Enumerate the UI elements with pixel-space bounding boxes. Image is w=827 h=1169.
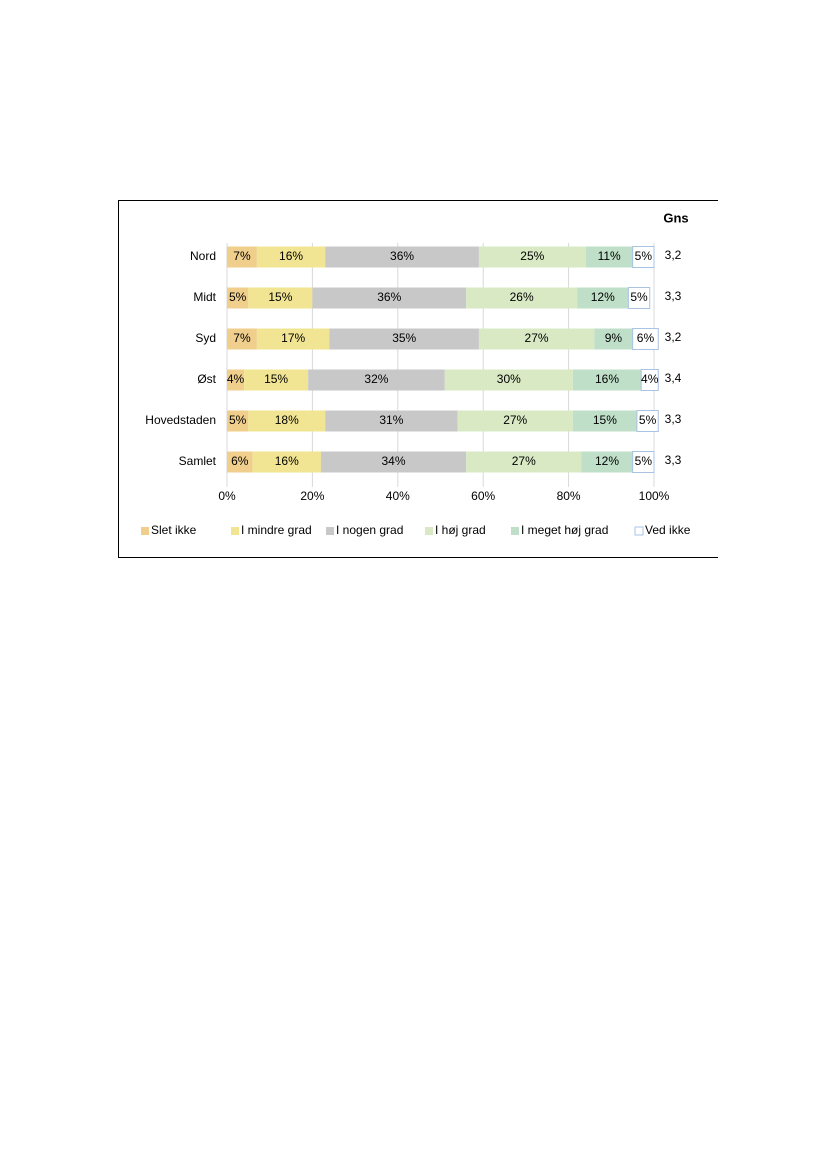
- average-value: 3,2: [664, 330, 682, 345]
- data-label: 16%: [279, 249, 304, 264]
- legend-label: I mindre grad: [241, 523, 312, 538]
- data-label: 36%: [390, 249, 415, 264]
- data-label: 4%: [226, 372, 245, 387]
- data-label: 6%: [636, 331, 655, 346]
- data-label: 7%: [233, 331, 251, 346]
- legend-label: I høj grad: [435, 523, 486, 538]
- average-value: 3,3: [664, 412, 682, 427]
- x-tick-label: 0%: [218, 489, 236, 504]
- category-label: Nord: [189, 249, 216, 264]
- data-label: 12%: [595, 454, 620, 469]
- data-label: 12%: [590, 290, 615, 305]
- data-label: 27%: [503, 413, 528, 428]
- data-label: 15%: [264, 372, 289, 387]
- legend-swatch: [635, 527, 643, 535]
- data-label: 35%: [392, 331, 417, 346]
- data-label: 25%: [520, 249, 545, 264]
- data-label: 18%: [274, 413, 299, 428]
- x-tick-label: 60%: [471, 489, 496, 504]
- legend-swatch: [326, 527, 334, 535]
- chart-frame: [118, 200, 718, 558]
- average-value: 3,3: [664, 453, 682, 468]
- average-value: 3,2: [664, 248, 682, 263]
- data-label: 5%: [638, 413, 657, 428]
- category-label: Hovedstaden: [145, 413, 216, 428]
- data-label: 16%: [274, 454, 299, 469]
- data-label: 17%: [281, 331, 306, 346]
- data-label: 15%: [592, 413, 617, 428]
- stacked-bar-chart: [119, 201, 719, 559]
- data-label: 26%: [509, 290, 534, 305]
- average-value: 3,3: [664, 289, 682, 304]
- data-label: 27%: [511, 454, 536, 469]
- legend-swatch: [231, 527, 239, 535]
- data-label: 7%: [233, 249, 251, 264]
- data-label: 5%: [630, 290, 648, 305]
- data-label: 5%: [634, 454, 652, 469]
- data-label: 15%: [268, 290, 293, 305]
- category-label: Syd: [195, 331, 216, 346]
- x-tick-label: 20%: [300, 489, 325, 504]
- data-label: 32%: [364, 372, 389, 387]
- legend-swatch: [141, 527, 149, 535]
- x-tick-label: 80%: [556, 489, 581, 504]
- data-label: 4%: [641, 372, 659, 387]
- average-value: 3,4: [664, 371, 682, 386]
- x-tick-label: 100%: [638, 489, 670, 504]
- data-label: 5%: [229, 413, 247, 428]
- data-label: 34%: [381, 454, 406, 469]
- category-label: Midt: [193, 290, 216, 305]
- data-label: 5%: [229, 290, 247, 305]
- data-label: 27%: [524, 331, 549, 346]
- legend-label: I meget høj grad: [521, 523, 609, 538]
- data-label: 31%: [379, 413, 404, 428]
- data-label: 30%: [496, 372, 521, 387]
- data-label: 9%: [604, 331, 623, 346]
- data-label: 11%: [597, 249, 621, 264]
- category-label: Øst: [197, 372, 216, 387]
- data-label: 5%: [634, 249, 652, 264]
- data-label: 36%: [377, 290, 402, 305]
- data-label: 16%: [595, 372, 620, 387]
- legend-label: Ved ikke: [645, 523, 691, 538]
- legend-swatch: [425, 527, 433, 535]
- legend-swatch: [511, 527, 519, 535]
- legend-label: Slet ikke: [151, 523, 197, 538]
- x-tick-label: 40%: [385, 489, 410, 504]
- category-label: Samlet: [178, 454, 216, 469]
- average-header: Gns: [663, 210, 689, 226]
- data-label: 6%: [231, 454, 249, 469]
- legend-label: I nogen grad: [336, 523, 404, 538]
